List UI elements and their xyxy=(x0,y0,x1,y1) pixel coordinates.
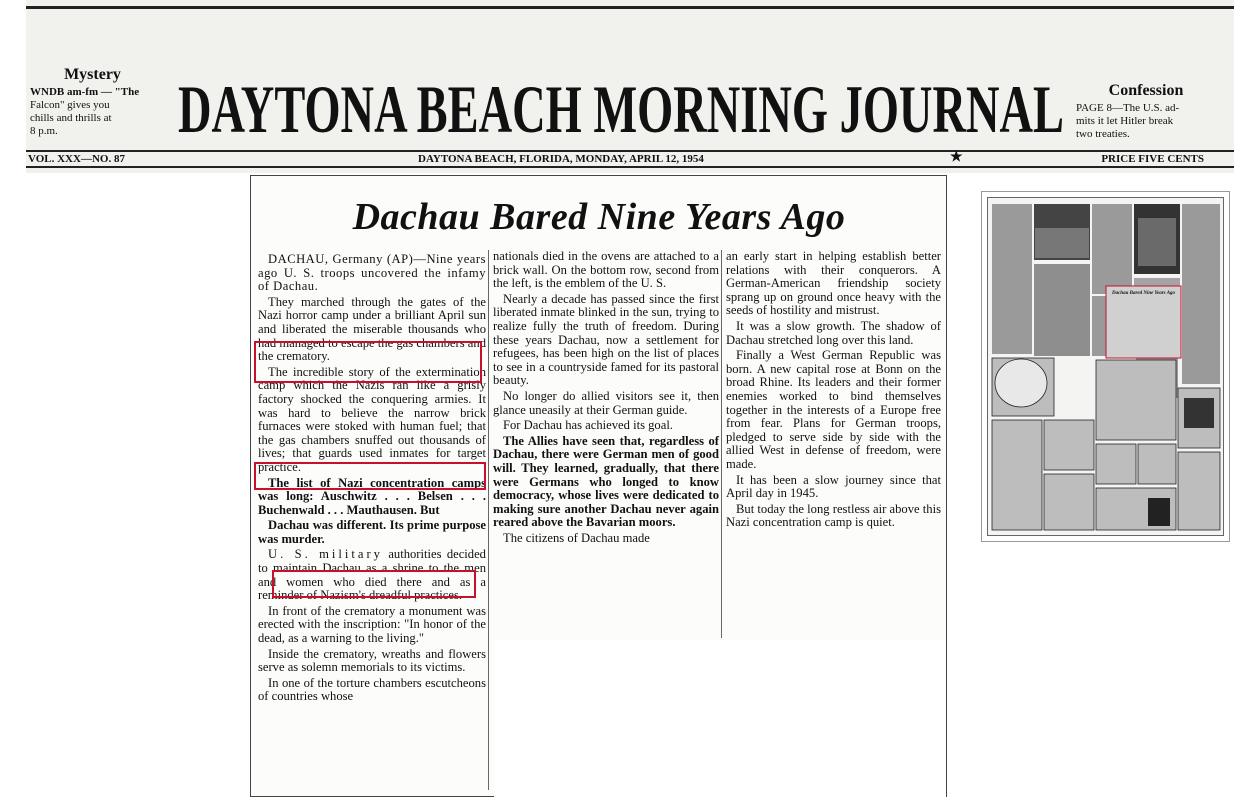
right-ear-box xyxy=(1076,82,1216,141)
paragraph: nationals died in the ovens are attached to a brick wall. On the bottom row, second from the left, is the emblem of the U. S. xyxy=(493,249,719,291)
paragraph: It has been a slow journey since that April day in 1945. xyxy=(726,472,941,501)
column-rule xyxy=(721,250,722,638)
paragraph: Nearly a decade has passed since the first liberated inmate blinked in the sun, trying to realize fully the truth of freedom. During these years Dachau, now a settlement for refugees, has been high on the list of places to see in a countryside famed for its pastoral beauty. xyxy=(493,291,719,388)
paragraph: In front of the crematory a monument was erected with the inscription: "In honor of the dead, as a warning to the living." xyxy=(258,603,486,646)
top-rule xyxy=(26,6,1234,9)
article-clipping xyxy=(250,175,947,797)
clipping-cutout xyxy=(494,640,946,798)
left-ear-box xyxy=(30,66,155,138)
place-and-date: DAYTONA BEACH, FLORIDA, MONDAY, APRIL 12, 1954 xyxy=(418,153,704,165)
full-page-thumbnail xyxy=(981,191,1230,542)
volume-number: VOL. XXX—NO. 87 xyxy=(28,153,125,165)
right-ear-line: mits it let Hitler break xyxy=(1076,115,1174,127)
paragraph: The Allies have seen that, regardless of Dachau, there were German men of good will. They learned, gradually, that there were Germans who longed to know democracy, whose lives were dedicated to making sure another Dachau never again reared above the Bavarian moors. xyxy=(493,433,719,530)
highlight-box xyxy=(254,462,486,490)
paragraph: No longer do allied visitors see it, then glance uneasily at their German guide. xyxy=(493,388,719,417)
paragraph: DACHAU, Germany (AP)—Nine years ago U. S. troops uncovered the infamy of Dachau. xyxy=(258,252,486,294)
paragraph: Dachau was different. Its prime purpose was murder. xyxy=(258,518,486,546)
dateline-rule xyxy=(26,166,1234,168)
thumbnail-headline: Dachau Bared Nine Years Ago xyxy=(1111,291,1176,296)
dateline xyxy=(26,152,1234,166)
paragraph-text: authorities decided to maintain Dachau as a shrine to the men and women who died there and as a reminder of Nazism's dreadful practices. xyxy=(258,547,486,603)
highlight-box xyxy=(254,341,482,383)
paragraph: an early start in helping establish better relations with their conquerors. A German-American friendship society sprang up on ground once heavy with the seeds of hostility and mistrust. xyxy=(726,249,941,318)
newspaper-masthead xyxy=(26,0,1234,173)
right-ear-line: two treaties. xyxy=(1076,128,1130,140)
left-ear-line: 8 p.m. xyxy=(30,125,58,137)
star-icon: ★ xyxy=(950,150,963,165)
article-headline: Dachau Bared Nine Years Ago xyxy=(352,196,846,238)
paragraph: Inside the crematory, wreaths and flowers serve as solemn memorials to its victims. xyxy=(258,646,486,675)
newspaper-nameplate xyxy=(174,76,1068,140)
article-column-3 xyxy=(726,250,941,532)
thumbnail-layout xyxy=(988,198,1223,535)
paragraph: It was a slow growth. The shadow of Dachau stretched long over this land. xyxy=(726,318,941,347)
paragraph: In one of the torture chambers escutcheons of countries whose xyxy=(258,675,486,704)
paragraph: They marched through the gates of the Nazi horror camp under a brilliant April sun and liberated the miserable thousands who had managed to escape the gas chambers and the crematory. xyxy=(258,294,486,364)
highlight-box xyxy=(272,570,476,598)
column-rule xyxy=(488,250,489,790)
right-ear-title: Confession xyxy=(1108,82,1184,99)
paragraph: But today the long restless air above this Nazi concentration camp is quiet. xyxy=(726,501,941,530)
nameplate-text: DAYTONA BEACH MORNING JOURNAL xyxy=(178,76,1064,140)
price: PRICE FIVE CENTS xyxy=(1101,153,1204,165)
thumbnail-page xyxy=(987,197,1224,536)
paragraph: Finally a West German Republic was born. A new capital rose at Bonn on the broad Rhine. Its leaders and their former enemies worked to bind themselves together in the interests of a Europe free from fear. Plans for German troops, pledged to serve side by side with the allied West in defense of freedom, were made. xyxy=(726,348,941,471)
paragraph: For Dachau has achieved its goal. xyxy=(503,418,673,433)
paragraph: The incredible story of the extermination camp which the Nazis ran like a grisly factory shocked the conquering armies. It was hard to believe the narrow brick furnaces were stoked with human fuel; that the gas chambers snuffed out thousands of lives; that guards used inmates for target practice. xyxy=(258,364,486,474)
left-ear-line: WNDB am-fm — "The xyxy=(30,86,140,98)
left-ear-line: Falcon" gives you xyxy=(30,99,110,111)
article-column-2 xyxy=(493,250,719,547)
right-ear-line: PAGE 8—The U.S. ad- xyxy=(1076,102,1180,114)
left-ear-line: chills and thrills at xyxy=(30,112,112,124)
paragraph: The citizens of Dachau made xyxy=(503,530,650,545)
spaced-text: U. S. military xyxy=(268,547,383,562)
paragraph: The list of Nazi concentration camps was long: Auschwitz . . . Belsen . . . Buchenwald . . . Mauthausen. But xyxy=(258,475,486,517)
left-ear-title: Mystery xyxy=(64,66,121,83)
